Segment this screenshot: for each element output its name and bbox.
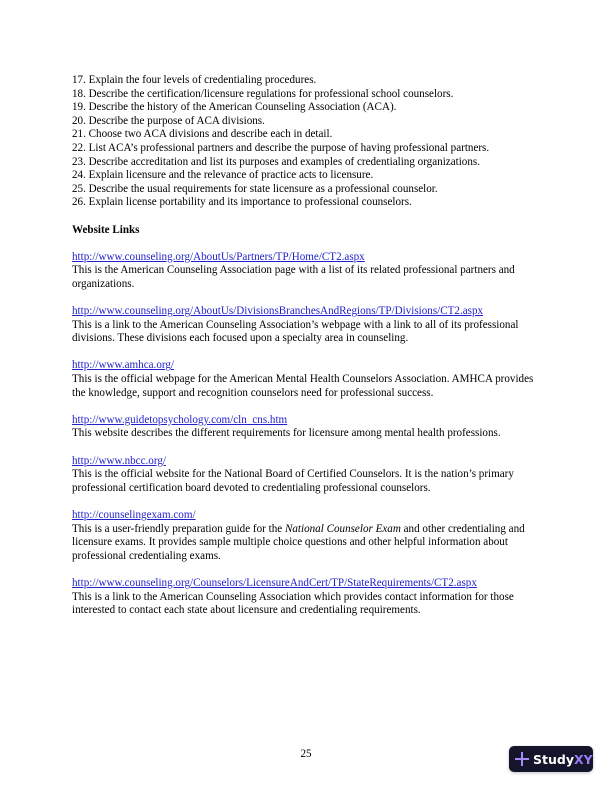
plus-icon <box>515 752 529 766</box>
question-item: 25. Describe the usual requirements for state licensure as a professional counselor. <box>72 182 438 195</box>
brand-accent: XY <box>573 751 593 767</box>
question-item: 21. Choose two ACA divisions and describe each in detail. <box>72 128 333 141</box>
link-entry <box>72 577 542 618</box>
question-list <box>72 74 542 210</box>
brand-main: Study <box>533 751 574 767</box>
question-item: 26. Explain license portability and its importance to professional counselors. <box>72 196 412 209</box>
description-text: and other credentialing and licensure exams. It provides sample multiple choice questions and other helpful information about professional credentialing exams. <box>72 522 525 562</box>
link-entry <box>72 414 542 441</box>
brand-logo <box>533 752 593 767</box>
link-description: This is the official webpage for the American Mental Health Counselors Association. AMHCA provides the knowledge, support and recognition counselors need for professional success. <box>72 373 534 399</box>
link-entry <box>72 359 542 400</box>
page-content <box>72 74 542 631</box>
website-link[interactable]: http://www.amhca.org/ <box>72 359 174 372</box>
website-link[interactable]: http://www.counseling.org/Counselors/LicensureAndCert/TP/StateRequirements/CT2.aspx <box>72 576 477 589</box>
link-entry <box>72 305 542 346</box>
question-item: 24. Explain licensure and the relevance of practice acts to licensure. <box>72 169 374 182</box>
link-entry <box>72 251 542 292</box>
link-description: This is a link to the American Counseling Association’s webpage with a link to all of its professional divisions. These divisions each focused upon a specialty area in counseling. <box>72 318 519 345</box>
link-description: This is the American Counseling Association page with a list of its related professional partners and organizations. <box>72 264 515 290</box>
link-entry <box>72 455 542 496</box>
studyxy-badge[interactable] <box>509 746 593 772</box>
link-description: This is the official website for the National Board of Certified Counselors. It is the nation’s primary professional certification board devoted to credentialing professional counselors. <box>72 468 514 494</box>
link-description: This website describes the different requirements for licensure among mental health professions. <box>72 427 501 440</box>
description-text: This is a user-friendly preparation guide for the <box>72 522 285 535</box>
website-link[interactable]: http://www.counseling.org/AboutUs/DivisionsBranchesAndRegions/TP/Divisions/CT2.aspx <box>72 305 484 318</box>
link-description: This is a link to the American Counseling Association which provides contact information for those interested to contact each state about licensure and credentialing requirements. <box>72 590 514 617</box>
website-link[interactable]: http://www.counseling.org/AboutUs/Partners/TP/Home/CT2.aspx <box>72 250 365 263</box>
question-item: 22. List ACA’s professional partners and describe the purpose of having professional partners. <box>72 141 490 154</box>
website-link[interactable]: http://www.guidetopsychology.com/cln_cns.htm <box>72 413 288 426</box>
exam-title: National Counselor Exam <box>284 522 401 535</box>
page-number: 25 <box>300 748 312 760</box>
question-item: 23. Describe accreditation and list its purposes and examples of credentialing organizations. <box>72 155 480 168</box>
question-item: 18. Describe the certification/licensure regulations for professional school counselors. <box>72 87 454 100</box>
link-entry <box>72 509 542 563</box>
question-item: 19. Describe the history of the American Counseling Association (ACA). <box>72 101 397 114</box>
link-description <box>72 523 542 564</box>
section-heading: Website Links <box>72 223 140 236</box>
website-link[interactable]: http://counselingexam.com/ <box>72 509 196 521</box>
website-link[interactable]: http://www.nbcc.org/ <box>72 454 166 467</box>
question-item: 20. Describe the purpose of ACA divisions. <box>72 114 265 127</box>
question-item: 17. Explain the four levels of credentialing procedures. <box>72 74 317 86</box>
